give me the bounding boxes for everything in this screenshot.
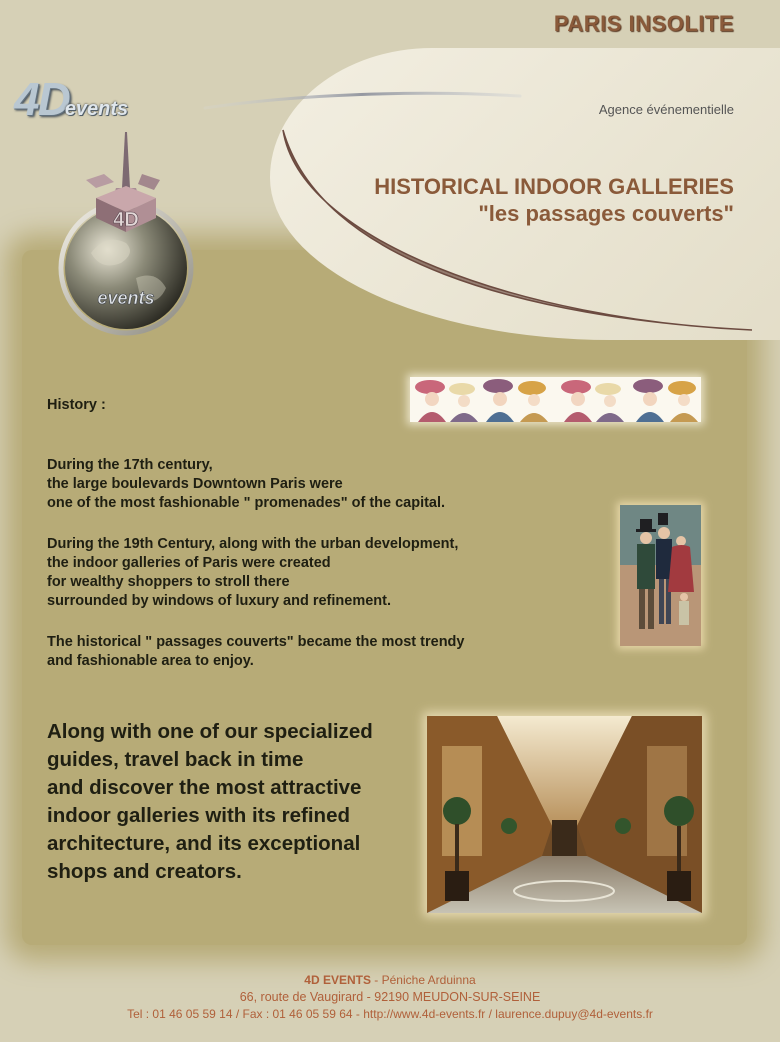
company-logo[interactable]: [14, 72, 128, 126]
paragraph-passages-couverts: The historical " passages couverts" became the most trendy and fashionable area to enjoy.: [47, 634, 465, 669]
footer-address: 66, route de Vaugirard - 92190 MEUDON-SUR-SEINE: [239, 990, 541, 1004]
page-title-line1: HISTORICAL INDOOR GALLERIES: [374, 174, 734, 199]
vintage-ladies-image: [410, 377, 701, 422]
vintage-ladies-illustration: [410, 377, 701, 422]
logo-4d-text: 4D: [14, 73, 69, 125]
victorian-figures-image: [620, 505, 701, 646]
globe-logo-events-text: events: [97, 288, 155, 308]
brand-title: PARIS INSOLITE: [553, 11, 734, 36]
victorian-figures-illustration: [620, 505, 701, 646]
indoor-gallery-illustration: [427, 716, 702, 913]
footer: [0, 972, 780, 1023]
logo-events-text: events: [64, 98, 129, 120]
footer-company-location: - Péniche Arduinna: [370, 973, 476, 987]
promo-paragraph: Along with one of our specialized guides, travel back in time and discover the most attractive indoor galleries with its refined architecture, and its exceptional shops and creators.: [47, 720, 373, 883]
footer-contact[interactable]: Tel : 01 46 05 59 14 / Fax : 01 46 05 59 64 - http://www.4d-events.fr / laurence.dupuy@4d-events.fr: [127, 1007, 653, 1021]
paragraph-17th-century: During the 17th century, the large boulevards Downtown Paris were one of the most fashionable " promenades" of the capital.: [47, 457, 446, 511]
footer-company-line: [0, 972, 780, 989]
paragraph-19th-century: During the 19th Century, along with the urban development, the indoor galleries of Paris were created for wealthy shoppers to stroll there surrounded by windows of luxury and refinement.: [47, 536, 459, 609]
agency-tagline: Agence événementielle: [598, 102, 734, 117]
page-title-line2: "les passages couverts": [478, 201, 734, 226]
globe-tower-logo: [56, 128, 196, 338]
indoor-gallery-photo: [427, 716, 702, 913]
page-title: [374, 173, 734, 227]
globe-logo-4d-text: 4D: [113, 209, 139, 231]
footer-company-name: 4D EVENTS: [304, 973, 371, 987]
history-heading: History :: [47, 397, 106, 413]
